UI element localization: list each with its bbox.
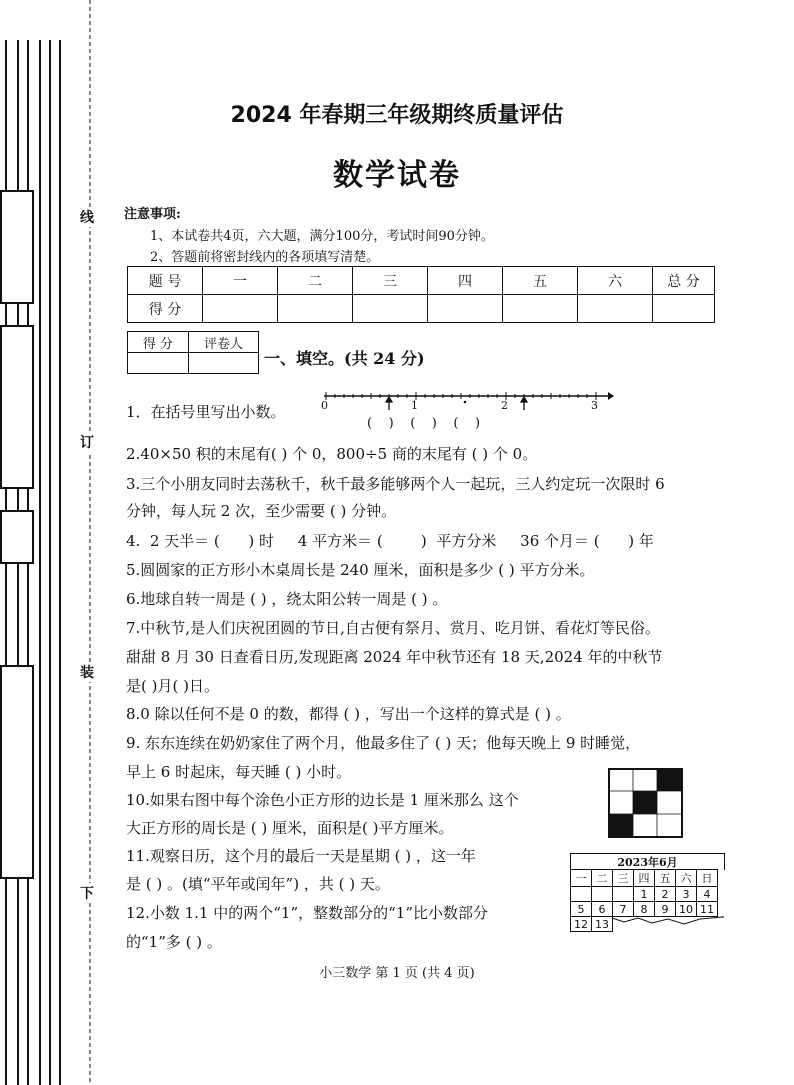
binding-field-box — [0, 325, 34, 489]
question-11: 11.观察日历，这个月的最后一天是星期 ( ) ，这一年 — [126, 847, 476, 865]
score-table-header: 三 — [353, 267, 428, 295]
calendar-day: 8 — [634, 902, 655, 917]
grader-score-cell[interactable] — [128, 353, 189, 374]
question-9-cont: 早上 6 时起床，每天睡 ( ) 小时。 — [126, 763, 352, 781]
score-cell[interactable] — [428, 295, 503, 323]
score-cell[interactable] — [353, 295, 428, 323]
section-heading: 一、填空。(共 24 分) — [264, 349, 425, 368]
calendar-title: 2023年6月 — [570, 853, 725, 870]
binding-field-box — [0, 665, 34, 879]
calendar-day: 5 — [571, 902, 592, 917]
score-cell[interactable] — [653, 295, 715, 323]
calendar-day: 2 — [655, 887, 676, 902]
calendar-torn-edge — [612, 916, 724, 934]
question-11-cont: 是 ( ) 。(填“平年或闰年”) ，共 ( ) 天。 — [126, 875, 390, 893]
binding-char: 下 — [80, 883, 94, 903]
question-12-cont: 的“1”多 ( ) 。 — [126, 933, 222, 951]
question-1: 1．在括号里写出小数。 — [126, 403, 286, 421]
binding-char: 装 — [80, 662, 94, 682]
number-line-label: 1 — [411, 399, 418, 412]
question-2: 2.40×50 积的末尾有( ) 个 0，800÷5 商的末尾有 ( ) 个 0。 — [126, 445, 538, 463]
calendar-day — [613, 887, 634, 902]
shaded-squares-figure — [608, 768, 683, 838]
notice-item: 2、答题前将密封线内的各项填写清楚。 — [150, 250, 380, 265]
score-cell[interactable] — [203, 295, 278, 323]
question-3: 3.三个小朋友同时去荡秋千，秋千最多能够两个人一起玩，三人约定玩一次限时 6 — [126, 475, 665, 493]
calendar-day — [592, 887, 613, 902]
calendar-weekday: 六 — [676, 870, 697, 887]
score-table-header: 四 — [428, 267, 503, 295]
score-table — [127, 266, 715, 323]
question-5: 5.圆圆家的正方形小木桌周长是 240 厘米，面积是多少 ( ) 平方分米。 — [126, 561, 595, 579]
score-table-header: 二 — [278, 267, 353, 295]
score-table-header: 五 — [503, 267, 578, 295]
calendar-day: 6 — [592, 902, 613, 917]
page-footer: 小三数学 第 1 页 (共 4 页) — [319, 966, 475, 981]
question-10-cont: 大正方形的周长是 ( ) 厘米，面积是( )平方厘米。 — [126, 819, 454, 837]
score-table-header: 一 — [203, 267, 278, 295]
notice-heading: 注意事项: — [124, 207, 181, 222]
calendar-weekday: 四 — [634, 870, 655, 887]
score-cell[interactable] — [278, 295, 353, 323]
calendar-weekday: 一 — [571, 870, 592, 887]
score-table-header: 总 分 — [653, 267, 715, 295]
calendar-day: 3 — [676, 887, 697, 902]
number-line-label: 3 — [591, 399, 598, 412]
number-line-blanks[interactable]: ( ) ( ) ( ) — [367, 416, 481, 431]
calendar-day: 12 — [571, 917, 592, 932]
question-12: 12.小数 1.1 中的两个“1”，整数部分的“1”比小数部分 — [126, 904, 489, 922]
page-title: 2024 年春期三年级期终质量评估 — [230, 103, 564, 128]
calendar-day: 1 — [634, 887, 655, 902]
notice-item: 1、本试卷共4页，六大题，满分100分，考试时间90分钟。 — [150, 229, 494, 244]
binding-char: 订 — [80, 432, 94, 452]
question-6: 6.地球自转一周是 ( ) ，绕太阳公转一周是 ( ) 。 — [126, 590, 448, 608]
score-table-header: 题 号 — [128, 267, 203, 295]
score-cell[interactable] — [578, 295, 653, 323]
calendar-weekday: 日 — [697, 870, 718, 887]
question-10: 10.如果右图中每个涂色小正方形的边长是 1 厘米那么 这个 — [126, 791, 519, 809]
question-3-cont: 分钟，每人玩 2 次，至少需要 ( ) 分钟。 — [126, 502, 397, 520]
calendar-day: 7 — [613, 902, 634, 917]
calendar-weekday: 五 — [655, 870, 676, 887]
calendar-day: 13 — [592, 917, 613, 932]
calendar-day: 11 — [697, 902, 718, 917]
number-line-label: 2 — [501, 399, 508, 412]
question-7: 7.中秋节,是人们庆祝团圆的节日,自古便有祭月、赏月、吃月饼、看花灯等民俗。 — [126, 619, 660, 637]
grader-box — [127, 331, 259, 374]
grader-name-cell[interactable] — [189, 353, 259, 374]
calendar-day: 10 — [676, 902, 697, 917]
question-8: 8.0 除以任何不是 0 的数，都得 ( ) ，写出一个这样的算式是 ( ) 。 — [126, 705, 571, 723]
calendar-day — [571, 887, 592, 902]
question-7-answer: 是( )月( )日。 — [126, 677, 219, 695]
question-9: 9. 东东连续在奶奶家住了两个月，他最多住了 ( ) 天；他每天晚上 9 时睡觉， — [126, 734, 641, 752]
score-cell[interactable] — [503, 295, 578, 323]
score-row-label: 得 分 — [128, 295, 203, 323]
question-7-cont: 甜甜 8 月 30 日查看日历,发现距离 2024 年中秋节还有 18 天,2024 年的中秋节 — [126, 648, 663, 666]
binding-field-box — [0, 190, 34, 304]
binding-char: 线 — [80, 207, 94, 227]
calendar-weekday: 二 — [592, 870, 613, 887]
calendar-weekday: 三 — [613, 870, 634, 887]
binding-field-box — [0, 510, 34, 564]
calendar-day: 9 — [655, 902, 676, 917]
grader-label: 评卷人 — [189, 332, 259, 353]
question-4: 4. 2 天半＝ ( ) 时 4 平方米＝ ( ) 平方分米 36 个月＝ ( ) 年 — [126, 532, 654, 550]
page-subtitle: 数学试卷 — [333, 158, 461, 193]
calendar-day: 4 — [697, 887, 718, 902]
grader-score-label: 得 分 — [128, 332, 189, 353]
number-line-label: 0 — [321, 399, 328, 412]
score-table-header: 六 — [578, 267, 653, 295]
